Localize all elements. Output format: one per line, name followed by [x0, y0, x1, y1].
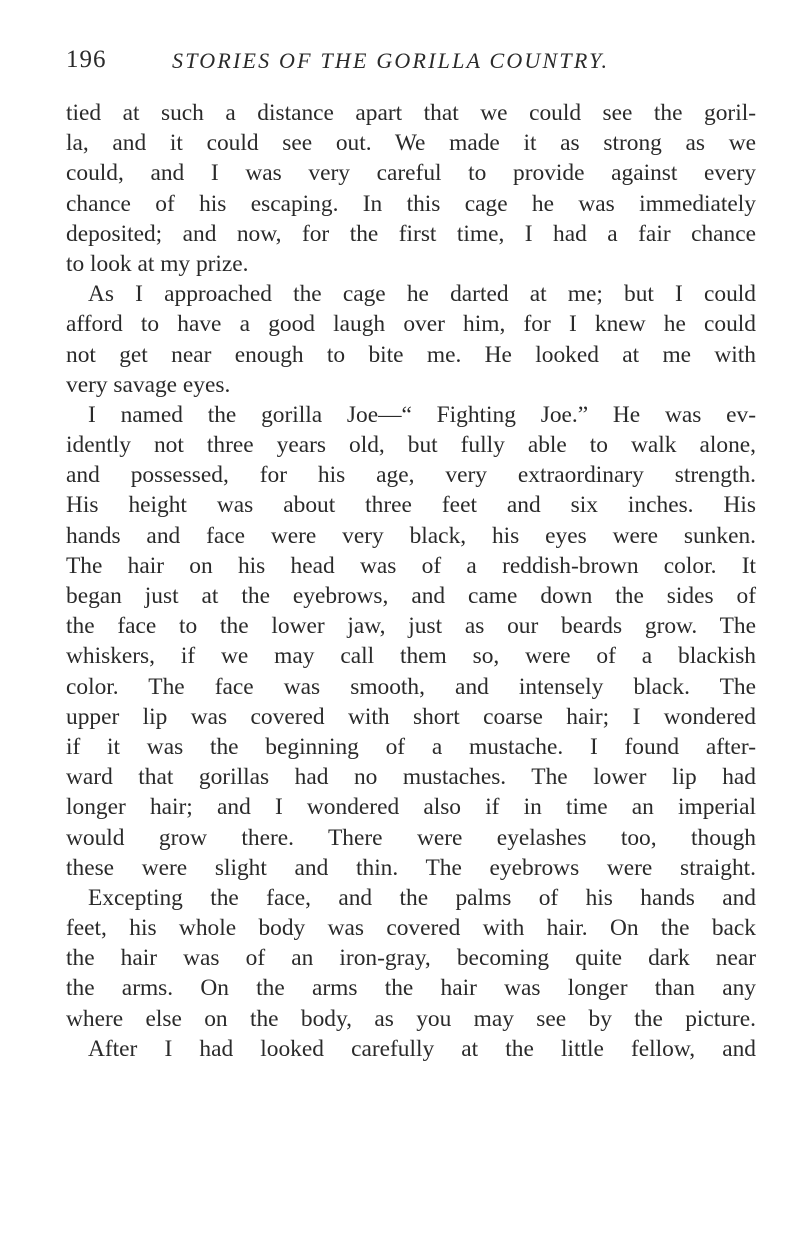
text-line: these were slight and thin. The eyebrows were straight.: [66, 854, 756, 881]
text-line: would grow there. There were eyelashes too, though: [66, 824, 756, 851]
page-header: [66, 46, 756, 80]
text-line: la, and it could see out. We made it as strong as we: [66, 130, 756, 157]
text-line: the face to the lower jaw, just as our beards grow. The: [66, 613, 756, 640]
text-line: feet, his whole body was covered with hair. On the back: [66, 915, 756, 942]
body-text: [66, 98, 756, 1064]
text-line: upper lip was covered with short coarse hair; I wondered: [66, 703, 756, 730]
text-line: the arms. On the arms the hair was longer than any: [66, 975, 756, 1002]
text-line: not get near enough to bite me. He looked at me with: [66, 341, 756, 368]
text-line: whiskers, if we may call them so, were of a blackish: [66, 643, 756, 670]
text-line: The hair on his head was of a reddish-brown color. It: [66, 552, 756, 579]
text-line: His height was about three feet and six inches. His: [66, 492, 756, 519]
text-line: and possessed, for his age, very extraordinary strength.: [66, 462, 756, 489]
text-line: I named the gorilla Joe—“ Fighting Joe.” He was ev-: [88, 401, 756, 428]
text-line: hands and face were very black, his eyes were sunken.: [66, 522, 756, 549]
text-line: ward that gorillas had no mustaches. The lower lip had: [66, 764, 756, 791]
text-line: idently not three years old, but fully able to walk alone,: [66, 432, 756, 459]
text-line: if it was the beginning of a mustache. I found after-: [66, 733, 756, 760]
text-line: color. The face was smooth, and intensely black. The: [66, 673, 756, 700]
text-line: very savage eyes.: [66, 371, 231, 398]
page-number: 196: [66, 46, 107, 73]
text-line: Excepting the face, and the palms of his hands and: [88, 884, 756, 911]
text-line: chance of his escaping. In this cage he was immediately: [66, 190, 756, 217]
text-line: the hair was of an iron-gray, becoming quite dark near: [66, 945, 756, 972]
running-head: STORIES OF THE GORILLA COUNTRY.: [172, 48, 610, 73]
text-line: As I approached the cage he darted at me; but I could: [88, 281, 756, 308]
text-line: longer hair; and I wondered also if in time an imperial: [66, 794, 756, 821]
text-line: began just at the eyebrows, and came down the sides of: [66, 583, 756, 609]
text-line: After I had looked carefully at the little fellow, and: [88, 1035, 756, 1062]
text-line: could, and I was very careful to provide against every: [66, 160, 756, 187]
text-line: where else on the body, as you may see by the picture.: [66, 1005, 756, 1032]
text-line: tied at such a distance apart that we could see the goril-: [66, 100, 756, 126]
text-line: deposited; and now, for the first time, I had a fair chance: [66, 220, 756, 247]
text-line: to look at my prize.: [66, 250, 249, 277]
text-line: afford to have a good laugh over him, for I knew he could: [66, 311, 756, 338]
book-page: [66, 46, 756, 1064]
